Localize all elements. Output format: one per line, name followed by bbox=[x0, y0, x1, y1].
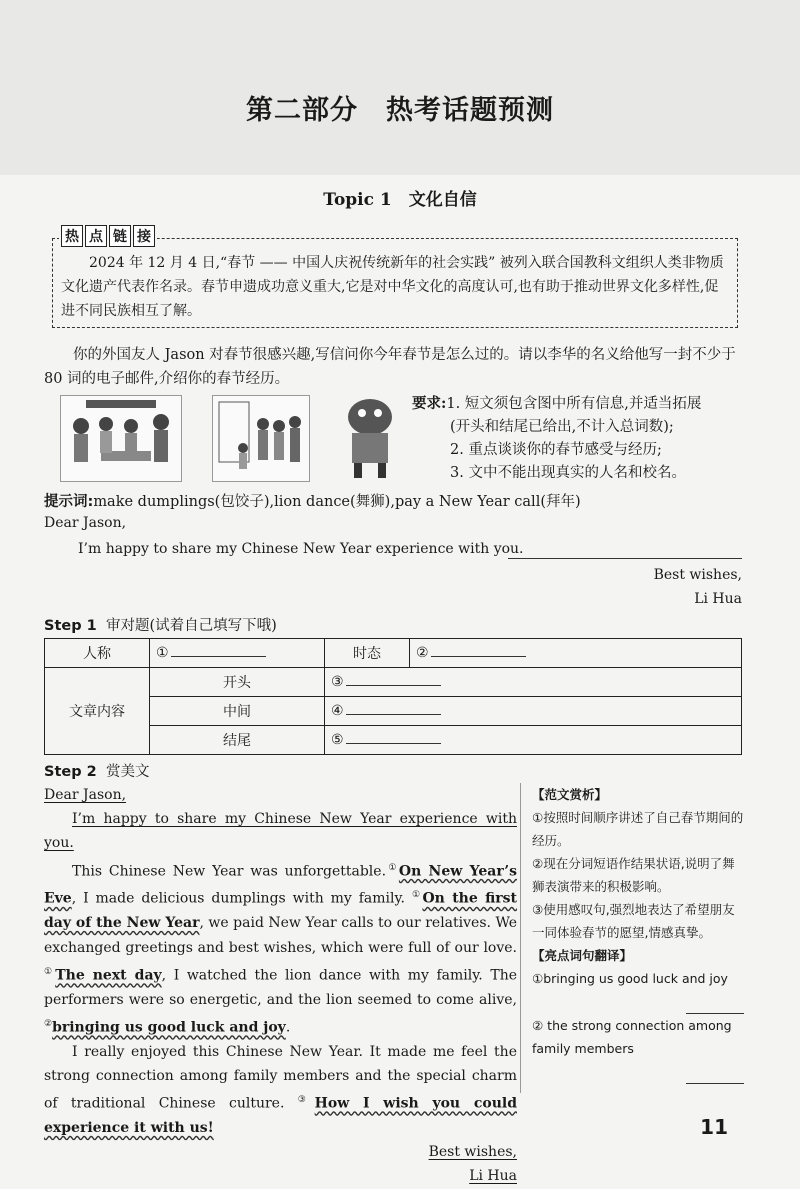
hot-link-char: 接 bbox=[133, 225, 155, 247]
topic-title: Topic 1 文化自信 bbox=[323, 190, 477, 210]
highlight-phrase: On the first day of the New Year bbox=[44, 891, 517, 932]
step2-title: 赏美文 bbox=[105, 764, 150, 780]
sidebar-note: ③使用感叹句,强烈地表达了希望朋友一同体验春节的愿望,情感真挚。 bbox=[532, 902, 735, 940]
task-prompt: 你的外国友人 Jason 对春节很感兴趣,写信问你今年春节是怎么过的。请以李华的名义给他写一封不少于 80 词的电子邮件,介绍你的春节经历。 bbox=[44, 347, 736, 387]
essay-text: . bbox=[285, 1019, 291, 1036]
hot-link-label bbox=[59, 225, 157, 247]
family-dumplings-illustration bbox=[60, 395, 182, 482]
requirement-item: 2. 重点谈谈你的春节感受与经历; bbox=[450, 442, 662, 458]
translation-blank-row bbox=[532, 1060, 744, 1084]
analysis-table bbox=[44, 638, 742, 755]
requirement-item: 3. 文中不能出现真实的人名和校名。 bbox=[450, 465, 686, 481]
blank-mark: ① bbox=[156, 645, 169, 661]
column-divider bbox=[520, 783, 521, 1093]
note-mark: ① bbox=[44, 966, 56, 977]
essay-closing: Best wishes, bbox=[428, 1144, 517, 1161]
translation-item: ①bringing us good luck and joy bbox=[532, 971, 728, 986]
fill-blank[interactable] bbox=[346, 743, 441, 744]
row-label: 开头 bbox=[150, 668, 325, 697]
highlight-phrase: On New Year’s Eve bbox=[44, 863, 517, 908]
sidebar-note: ①按照时间顺序讲述了自己春节期间的经历。 bbox=[532, 810, 744, 848]
blank-mark: ④ bbox=[331, 703, 344, 719]
essay-signature: Li Hua bbox=[469, 1168, 517, 1185]
step2-label: Step 2 bbox=[44, 764, 97, 780]
header-banner bbox=[0, 0, 800, 175]
hot-link-char: 热 bbox=[61, 225, 83, 247]
page-number: 11 bbox=[700, 1115, 728, 1139]
person-label: 人称 bbox=[45, 639, 150, 668]
hot-link-text: 2024 年 12 月 4 日,“春节 —— 中国人庆祝传统新年的社会实践” 被列入联合国教科文组织人类非物质文化遗产代表作名录。春节申遗成功意义重大,它是对中华文化的高度认可,也有助于推动世界文化多样性,促进不同民族相互了解。 bbox=[61, 255, 724, 319]
illustrations bbox=[60, 395, 400, 480]
page-title: 第二部分 热考话题预测 bbox=[246, 95, 554, 126]
note-mark: ② bbox=[44, 1018, 53, 1029]
fill-blank[interactable] bbox=[171, 656, 266, 657]
dumplings-drawing bbox=[61, 396, 181, 481]
highlight-phrase: The next day bbox=[55, 967, 162, 984]
hot-link-box bbox=[52, 229, 738, 328]
blank-mark: ② bbox=[416, 645, 429, 661]
letter-closing: Best wishes, bbox=[653, 567, 742, 583]
lion-drawing bbox=[340, 395, 400, 480]
sidebar-note: ②现在分词短语作结果状语,说明了舞狮表演带来的积极影响。 bbox=[532, 856, 735, 894]
tense-label: 时态 bbox=[325, 639, 410, 668]
fill-blank[interactable] bbox=[346, 714, 441, 715]
blank-mark: ⑤ bbox=[331, 732, 344, 748]
content-cell bbox=[325, 726, 742, 755]
note-mark: ① bbox=[411, 890, 423, 901]
translation-blank-row bbox=[532, 990, 744, 1014]
letter-opening: I’m happy to share my Chinese New Year experience with you. bbox=[78, 541, 524, 557]
translation-blank[interactable] bbox=[686, 1060, 744, 1084]
notes-sidebar bbox=[532, 783, 744, 1084]
note-mark: ③ bbox=[297, 1095, 315, 1106]
essay-text: , we paid New Year calls to our relatives. We exchanged greetings and best wishes, which were full of our love. bbox=[44, 915, 517, 956]
sidebar-heading: 【范文赏析】 bbox=[532, 787, 608, 802]
fill-blank[interactable] bbox=[346, 685, 441, 686]
step1-heading bbox=[44, 614, 277, 635]
blank-mark: ③ bbox=[331, 674, 344, 690]
note-mark: ① bbox=[386, 862, 399, 873]
lion-dance-illustration bbox=[340, 395, 400, 480]
essay-opening: I’m happy to share my Chinese New Year experience with you. bbox=[44, 811, 517, 852]
essay-paragraph-1 bbox=[44, 856, 517, 1040]
hint-label: 提示词: bbox=[44, 494, 94, 510]
hot-link-char: 链 bbox=[109, 225, 131, 247]
tense-cell bbox=[410, 639, 742, 668]
person-cell bbox=[150, 639, 325, 668]
content-cell bbox=[325, 697, 742, 726]
essay-text: This Chinese New Year was unforgettable. bbox=[72, 863, 387, 880]
hint-line bbox=[44, 490, 581, 511]
row-label: 结尾 bbox=[150, 726, 325, 755]
content-cell bbox=[325, 668, 742, 697]
visit-drawing bbox=[213, 396, 309, 481]
step1-label: Step 1 bbox=[44, 618, 97, 634]
essay-text: , I made delicious dumplings with my family. bbox=[71, 891, 406, 908]
sidebar-heading: 【亮点词句翻译】 bbox=[532, 948, 633, 963]
translation-blank[interactable] bbox=[686, 990, 744, 1014]
highlight-phrase: bringing us good luck and joy bbox=[52, 1019, 286, 1036]
requirement-item: 1. 短文须包含图中所有信息,并适当拓展 bbox=[446, 396, 702, 412]
content-label: 文章内容 bbox=[45, 668, 150, 755]
letter-salutation: Dear Jason, bbox=[44, 515, 127, 531]
row-label: 中间 bbox=[150, 697, 325, 726]
translation-item: ② the strong connection among family members bbox=[532, 1018, 732, 1056]
essay-paragraph-2 bbox=[44, 1040, 517, 1140]
hot-link-char: 点 bbox=[85, 225, 107, 247]
writing-blank bbox=[508, 558, 742, 559]
requirements-label: 要求: bbox=[412, 395, 447, 412]
requirements bbox=[412, 392, 747, 485]
essay-text: , I watched the lion dance with my family. The performers were so energetic, and the lion seemed to come alive, bbox=[44, 967, 517, 1008]
essay-salutation: Dear Jason, bbox=[44, 787, 127, 803]
highlight-phrase: How I wish you could experience it with us! bbox=[44, 1095, 517, 1136]
letter-signature: Li Hua bbox=[694, 591, 742, 607]
model-essay bbox=[44, 783, 517, 1189]
essay-text: I really enjoyed this Chinese New Year. It made me feel the strong connection among family members and the special charm of traditional Chinese culture. bbox=[44, 1043, 517, 1112]
requirement-item: (开头和结尾已给出,不计入总词数); bbox=[450, 419, 674, 435]
step1-title: 审对题(试着自己填写下哦) bbox=[105, 618, 277, 634]
step2-heading bbox=[44, 760, 149, 781]
fill-blank[interactable] bbox=[431, 656, 526, 657]
new-year-call-illustration bbox=[212, 395, 310, 482]
hint-text: make dumplings(包饺子),lion dance(舞狮),pay a New Year call(拜年) bbox=[93, 494, 581, 510]
